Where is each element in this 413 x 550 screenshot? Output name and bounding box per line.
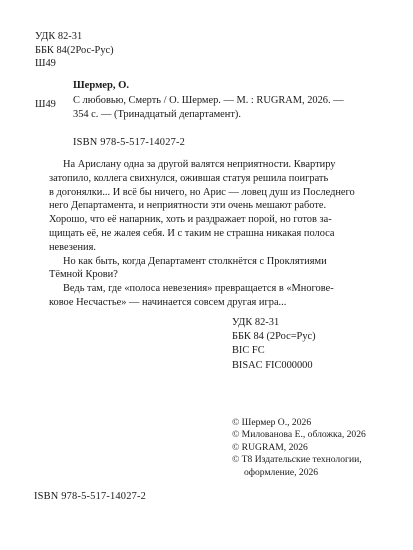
annotation-line: Тёмной Крови? <box>49 269 118 281</box>
bisac-code: BISAC FIC000000 <box>232 359 313 371</box>
annotation-line: щищать её, не жалея себя. И с таким не страшна никакая полоса <box>49 227 335 239</box>
header-codes <box>35 30 114 71</box>
bibliographic-line: 354 с. — (Тринадцатый департамент). <box>73 109 241 120</box>
copyright-line: © Т8 Издательские технологии, <box>232 454 362 466</box>
copyright-line: © RUGRAM, 2026 <box>232 441 308 453</box>
annotation-line: затопило, коллега свихнулся, ожившая статуя решила поиграть <box>49 172 329 184</box>
annotation-line: в догонялки... И всё бы ничего, но Арис — ловец душ из Последнего <box>49 186 355 198</box>
annotation <box>49 158 374 310</box>
udc-code: УДК 82-31 <box>232 317 280 328</box>
copyright-notices <box>232 417 366 479</box>
copyright-line: © Милованова Е., обложка, 2026 <box>232 429 366 441</box>
copyright-line: © Шермер О., 2026 <box>232 417 312 428</box>
annotation-line: Ведь там, где «полоса невезения» превращается в «Многове- <box>63 283 334 295</box>
bbk-code: ББК 84(2Рос-Рус) <box>35 44 114 56</box>
bibliographic-line: С любовью, Смерть / О. Шермер. — М. : RUGRAM, 2026. — <box>73 95 344 106</box>
copyright-line: оформление, 2026 <box>244 466 319 478</box>
annotation-line: На Арислану одна за другой валятся неприятности. Квартиру <box>63 159 336 170</box>
annotation-line: него Департамента, и неприятности эти очень мешают работе. <box>49 200 327 212</box>
classification-codes <box>232 316 316 373</box>
annotation-line: Хорошо, что её напарник, хоть и раздражает порой, но готов за- <box>49 214 332 226</box>
udc-code: УДК 82-31 <box>35 31 83 42</box>
isbn-bottom: ISBN 978-5-517-14027-2 <box>34 491 147 502</box>
cutter-code-left: Ш49 <box>35 99 56 110</box>
author-name: Шермер, О. <box>73 80 130 91</box>
bic-code: BIC FC <box>232 345 265 357</box>
annotation-line: ковое Несчастье» — начинается совсем другая игра... <box>49 296 287 308</box>
cutter-code: Ш49 <box>35 58 56 70</box>
annotation-line: невезения. <box>49 241 96 253</box>
annotation-line: Но как быть, когда Департамент столкнётся с Проклятиями <box>63 255 327 267</box>
isbn-top: ISBN 978-5-517-14027-2 <box>73 137 186 148</box>
bibliographic-record <box>73 94 373 122</box>
bbk-code: ББК 84 (2Рос=Рус) <box>232 331 316 343</box>
